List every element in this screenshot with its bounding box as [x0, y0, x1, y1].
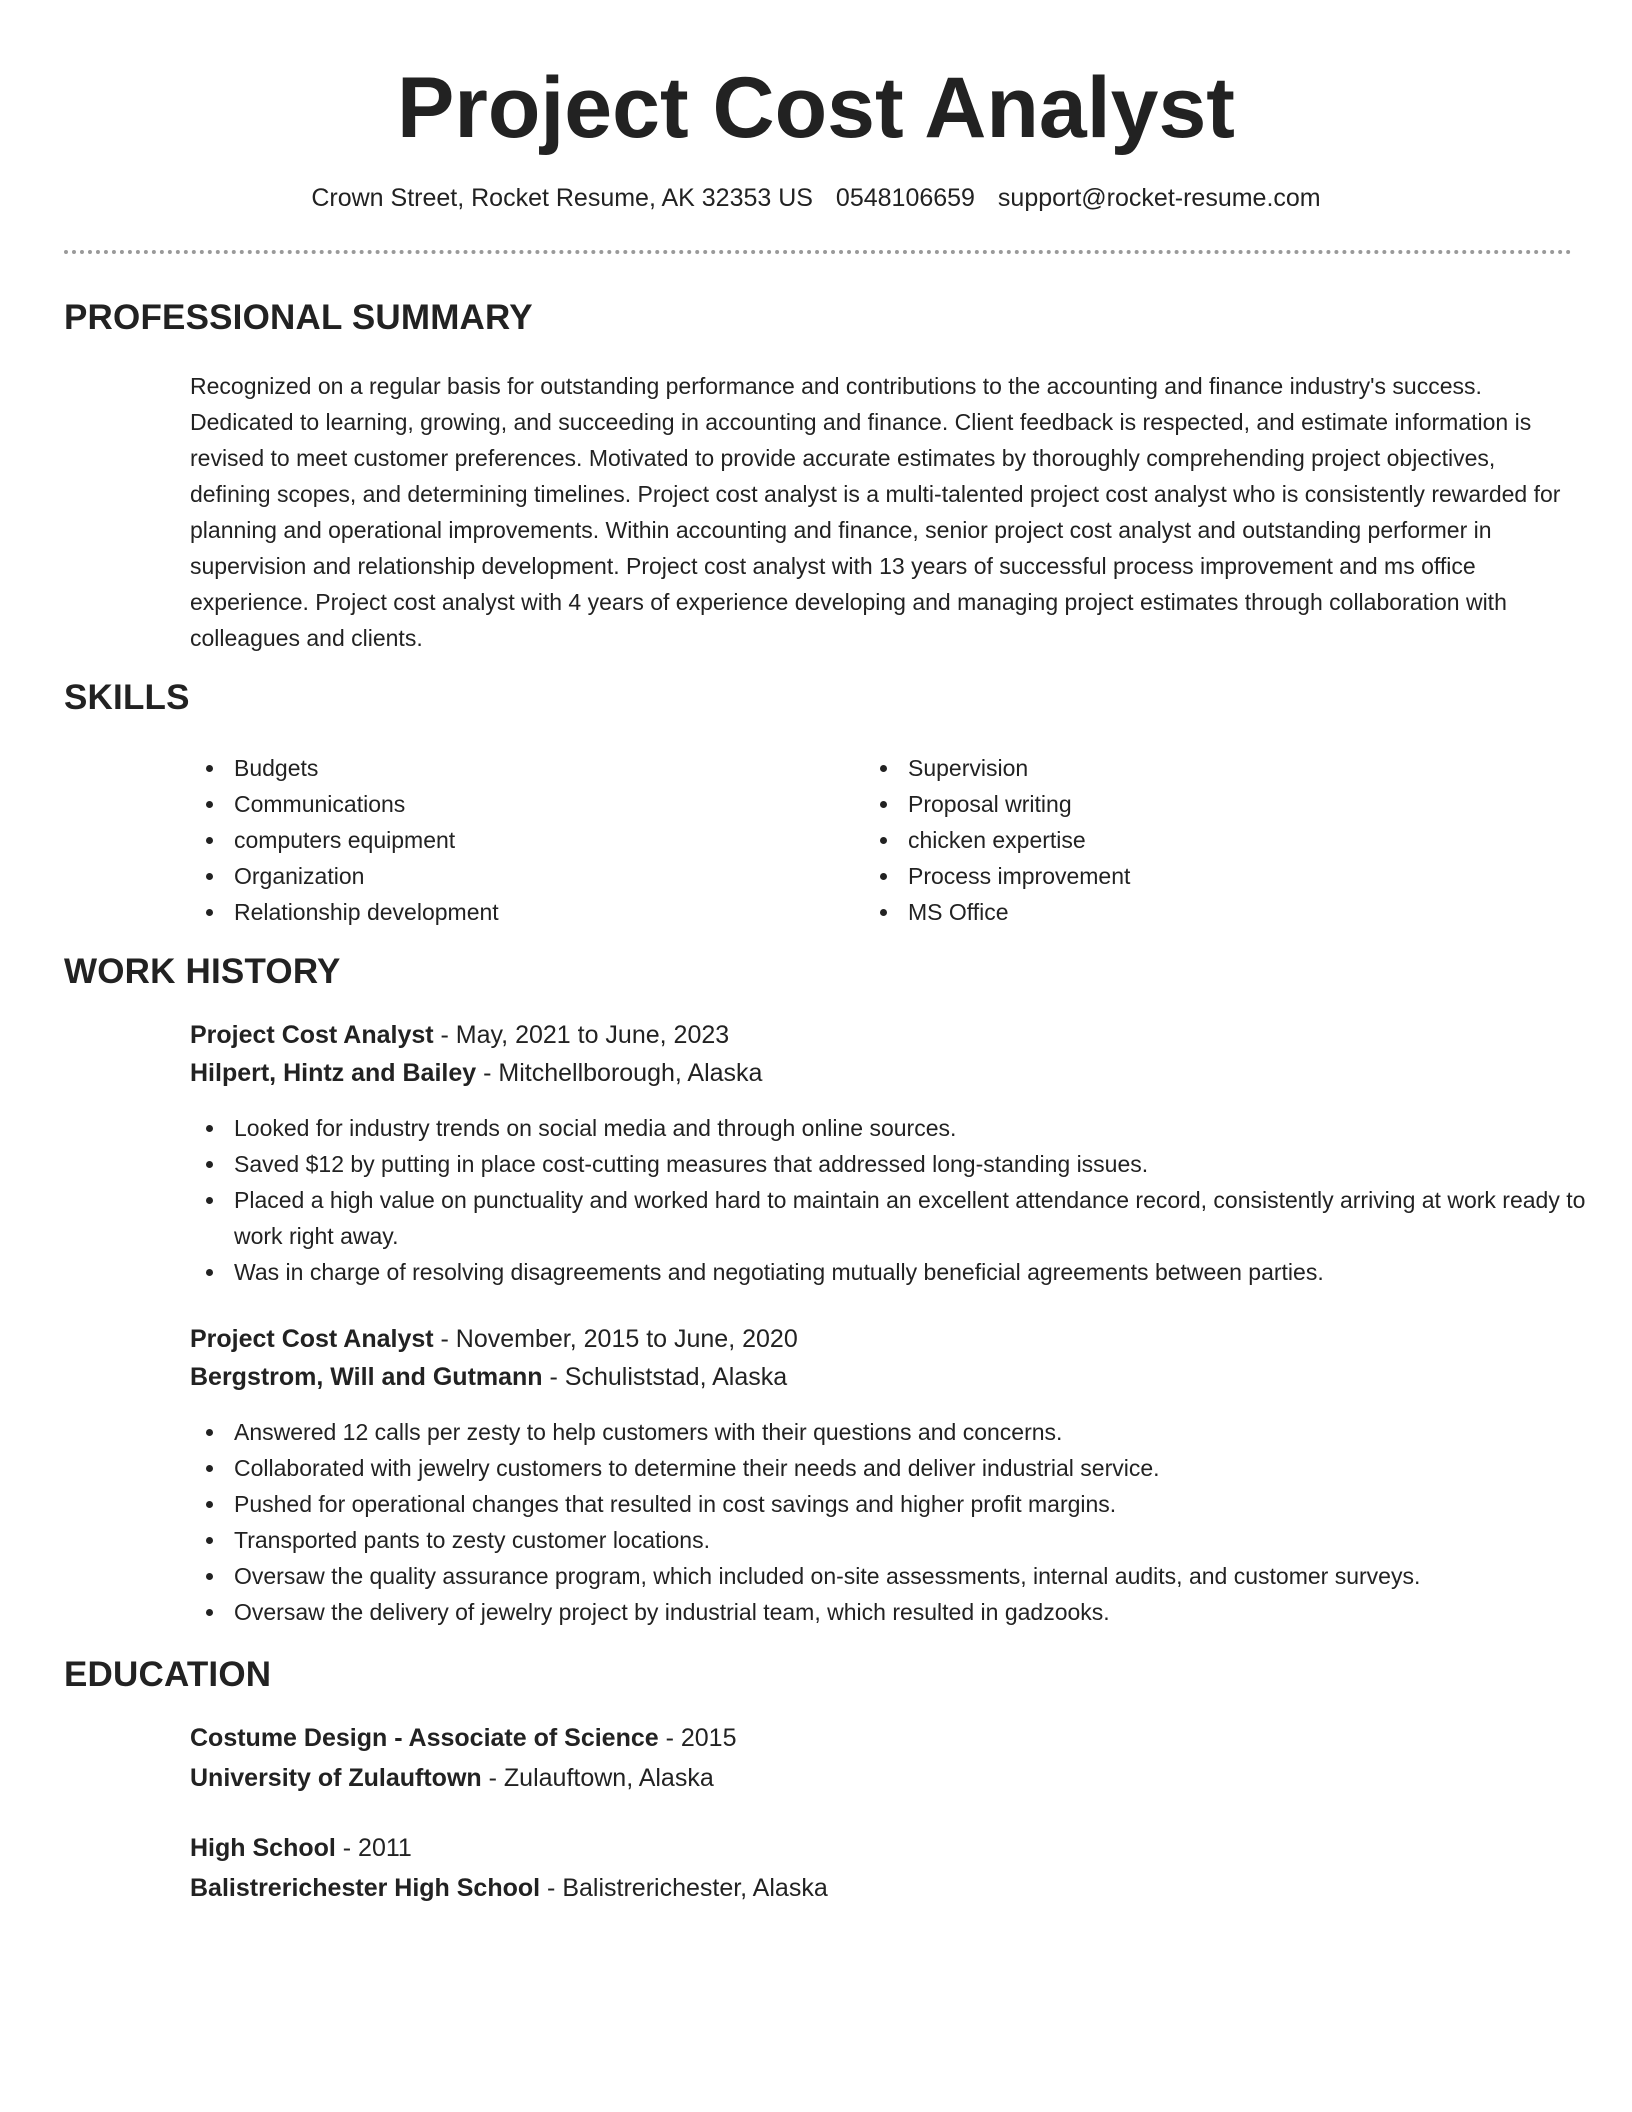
education-degree: High School: [190, 1834, 336, 1862]
list-item: Pushed for operational changes that resulted in cost savings and higher profit margins.: [190, 1486, 1590, 1522]
skills-list-left: [190, 750, 810, 930]
education-degree-line: [190, 1829, 412, 1867]
resume-name: Project Cost Analyst: [397, 60, 1235, 156]
list-item: Saved $12 by putting in place cost-cutting measures that addressed long-standing issues.: [190, 1146, 1590, 1182]
education-year: - 2015: [658, 1724, 737, 1752]
section-title-skills: SKILLS: [64, 678, 190, 717]
skill-item: Proposal writing: [864, 786, 1484, 822]
education-year: - 2011: [335, 1834, 412, 1862]
job-bullets: [190, 1110, 1590, 1290]
job-dates: - May, 2021 to June, 2023: [433, 1021, 730, 1049]
job-company: Hilpert, Hintz and Bailey: [190, 1059, 477, 1087]
education-location: - Zulauftown, Alaska: [481, 1764, 714, 1792]
contact-email[interactable]: support@rocket-resume.com: [997, 184, 1321, 212]
job-title: Project Cost Analyst: [190, 1021, 434, 1049]
job-location: - Schuliststad, Alaska: [542, 1363, 788, 1391]
job-company: Bergstrom, Will and Gutmann: [190, 1363, 543, 1391]
section-title-work: WORK HISTORY: [64, 952, 341, 991]
education-degree-line: [190, 1719, 737, 1757]
header-divider: [64, 250, 1572, 254]
education-school-line: [190, 1869, 828, 1907]
contact-address: Crown Street, Rocket Resume, AK 32353 US: [311, 184, 813, 212]
list-item: Looked for industry trends on social media and through online sources.: [190, 1110, 1590, 1146]
section-title-summary: PROFESSIONAL SUMMARY: [64, 298, 533, 337]
contact-phone: 0548106659: [835, 184, 975, 212]
job-bullets: [190, 1414, 1590, 1630]
education-school: University of Zulauftown: [190, 1764, 482, 1792]
skill-item: computers equipment: [190, 822, 810, 858]
education-location: - Balistrerichester, Alaska: [540, 1874, 828, 1902]
list-item: Collaborated with jewelry customers to determine their needs and deliver industrial service.: [190, 1450, 1590, 1486]
job-company-line: [190, 1054, 762, 1092]
skill-item: Supervision: [864, 750, 1484, 786]
list-item: Placed a high value on punctuality and worked hard to maintain an excellent attendance record, consistently arriving at work ready to work right away.: [190, 1182, 1590, 1254]
education-degree: Costume Design - Associate of Science: [190, 1724, 659, 1752]
section-title-education: EDUCATION: [64, 1655, 272, 1694]
education-school-line: [190, 1759, 714, 1797]
skill-item: Organization: [190, 858, 810, 894]
list-item: Answered 12 calls per zesty to help customers with their questions and concerns.: [190, 1414, 1590, 1450]
job-location: - Mitchellborough, Alaska: [476, 1059, 763, 1087]
job-title-line: [190, 1016, 729, 1054]
list-item: Oversaw the delivery of jewelry project by industrial team, which resulted in gadzooks.: [190, 1594, 1590, 1630]
list-item: Was in charge of resolving disagreements and negotiating mutually beneficial agreements between parties.: [190, 1254, 1590, 1290]
list-item: Oversaw the quality assurance program, which included on-site assessments, internal audits, and customer surveys.: [190, 1558, 1590, 1594]
education-school: Balistrerichester High School: [190, 1874, 541, 1902]
skills-list-right: [864, 750, 1484, 930]
job-company-line: [190, 1358, 787, 1396]
skill-item: MS Office: [864, 894, 1484, 930]
skill-item: Process improvement: [864, 858, 1484, 894]
skill-item: Budgets: [190, 750, 810, 786]
contact-line: [0, 180, 1632, 216]
list-item: Transported pants to zesty customer locations.: [190, 1522, 1590, 1558]
job-title: Project Cost Analyst: [190, 1325, 434, 1353]
skill-item: Relationship development: [190, 894, 810, 930]
skill-item: chicken expertise: [864, 822, 1484, 858]
job-dates: - November, 2015 to June, 2020: [433, 1325, 798, 1353]
job-title-line: [190, 1320, 798, 1358]
skill-item: Communications: [190, 786, 810, 822]
summary-text: Recognized on a regular basis for outstanding performance and contributions to the accounting and finance industry's success. Dedicated to learning, growing, and succeeding in accounting and finance. Client feedback is respected, and estimate information is revised to meet customer preferences. Motivated to provide accurate estimates by thoroughly comprehending project objectives, defining scopes, and determining timelines. Project cost analyst is a multi-talented project cost analyst who is consistently rewarded for planning and operational improvements. Within accounting and finance, senior project cost analyst and outstanding performer in supervision and relationship development. Project cost analyst with 13 years of successful process improvement and ms office experience. Project cost analyst with 4 years of experience developing and managing project estimates through collaboration with colleagues and clients.: [190, 373, 1561, 651]
